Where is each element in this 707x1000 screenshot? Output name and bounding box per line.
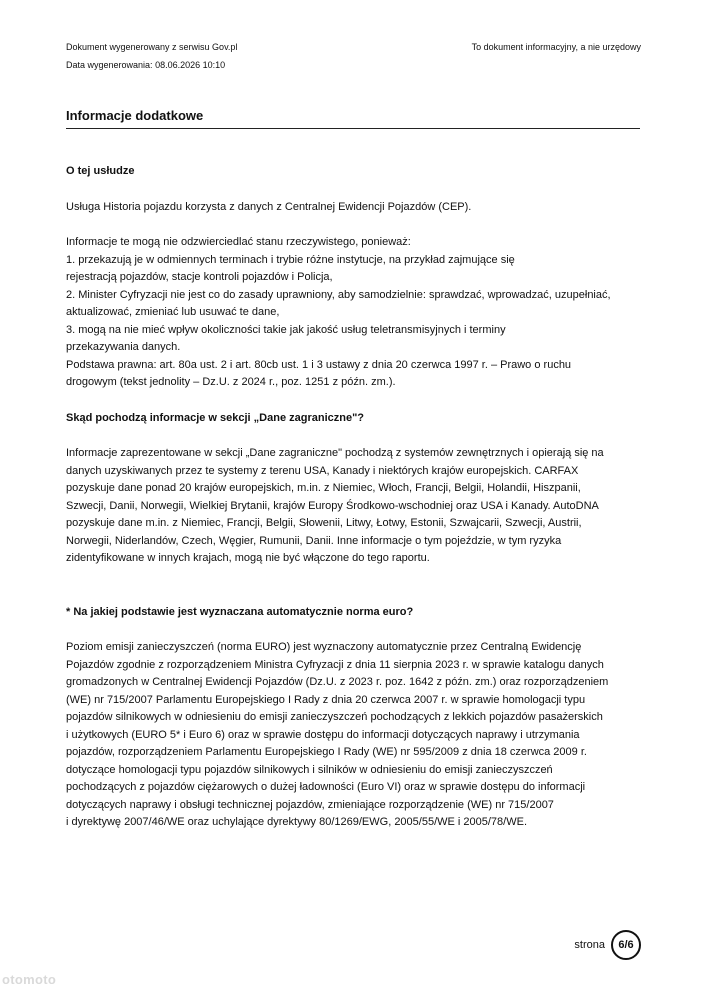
euro-line: gromadzonych w Centralnej Ewidencji Pojazdów (Dz.U. z 2023 r. poz. 1642 z późn. zm.) oraz rozporządzeniem	[66, 676, 609, 688]
page-label: strona	[574, 939, 605, 951]
foreign-line: Szwecji, Danii, Norwegii, Wielkiej Brytanii, krajów Europy Środkowo-wschodniej oraz USA i Kanady. AutoDNA	[66, 499, 599, 512]
header-left	[66, 38, 237, 74]
euro-line: dotyczących naprawy i obsługi technicznej pojazdów, zmieniające rozporządzenie (WE) nr 715/2007	[66, 798, 554, 811]
euro-line: pojazdów silnikowych w odniesieniu do emisji zanieczyszczeń pochodzących z lekkich pojazdów pasażerskich	[66, 711, 603, 723]
generated-date-value: 08.06.2026 10:10	[155, 60, 226, 70]
about-line: przekazywania danych.	[66, 341, 181, 353]
about-line: 2. Minister Cyfryzacji nie jest co do zasady uprawniony, aby samodzielnie: sprawdzać, wprowadzać, uzupełniać,	[66, 288, 611, 301]
euro-norm-paragraph	[66, 639, 646, 832]
about-line: 1. przekazują je w odmiennych terminach i trybie różne instytucje, na przykład zajmujące się	[66, 253, 515, 266]
about-line: aktualizować, zmieniać lub usuwać te dane,	[66, 306, 280, 318]
about-line: drogowym (tekst jednolity – Dz.U. z 2024 r., poz. 1251 z późn. zm.).	[66, 376, 396, 388]
euro-line: Pojazdów zgodnie z rozporządzeniem Ministra Cyfryzacji z dnia 11 sierpnia 2023 r. w sprawie katalogu danych	[66, 658, 604, 671]
page-footer	[574, 930, 641, 960]
about-line: 3. mogą na nie mieć wpływ okoliczności takie jak jakość usług teletransmisyjnych i terminy	[66, 323, 506, 336]
about-line: Informacje te mogą nie odzwierciedlać stanu rzeczywistego, ponieważ:	[66, 236, 411, 248]
about-line: Podstawa prawna: art. 80a ust. 2 i art. 80cb ust. 1 i 3 ustawy z dnia 20 czerwca 1997 r. – Prawo o ruchu	[66, 358, 572, 371]
about-intro: Usługa Historia pojazdu korzysta z danych z Centralnej Ewidencji Pojazdów (CEP).	[66, 200, 472, 213]
page-number-badge	[611, 930, 641, 960]
document-content	[66, 163, 646, 832]
foreign-line: Norwegii, Niderlandów, Czech, Węgier, Rumunii, Danii. Inne informacje o tym pojeździe, w tym ryzyka	[66, 534, 562, 547]
euro-line: dotyczące homologacji typu pojazdów silnikowych i silników w odniesieniu do emisji zanieczyszczeń	[66, 763, 553, 776]
euro-line: pochodzących z pojazdów ciężarowych o dużej ładowności (Euro VI) oraz w sprawie dostępu do informacji	[66, 781, 586, 793]
foreign-line: Informacje zaprezentowane w sekcji „Dane zagraniczne" pochodzą z systemów zewnętrznych i opierają się na	[66, 447, 604, 459]
foreign-line: pozyskuje dane m.in. z Niemiec, Francji, Belgii, Słowenii, Litwy, Łotwy, Estonii, Szwajcarii, Szwecji, Austrii,	[66, 517, 582, 529]
about-line: rejestracją pojazdów, stacje kontroli pojazdów i Policja,	[66, 271, 333, 283]
about-details	[66, 234, 646, 392]
euro-norm-heading: * Na jakiej podstawie jest wyznaczana automatycznie norma euro?	[66, 605, 414, 618]
euro-line: i użytkowych (EURO 5* i Euro 6) oraz w sprawie dostępu do informacji dotyczących naprawy i utrzymania	[66, 728, 580, 741]
euro-line: pojazdów, rozporządzeniem Parlamentu Europejskiego I Rady (WE) nr 595/2009 z dnia 18 czerwca 2009 r.	[66, 746, 587, 758]
euro-line: i dyrektywę 2007/46/WE oraz uchylające dyrektywy 80/1269/EWG, 2005/55/WE i 2005/78/WE.	[66, 816, 528, 828]
foreign-data-paragraph	[66, 445, 646, 568]
generated-date-label: Data wygenerowania:	[66, 60, 153, 70]
generated-source: Dokument wygenerowany z serwisu Gov.pl	[66, 42, 238, 52]
about-heading: O tej usłudze	[66, 165, 135, 177]
document-disclaimer: To dokument informacyjny, a nie urzędowy	[471, 42, 641, 52]
watermark-logo: otomoto	[2, 972, 57, 987]
euro-line: Poziom emisji zanieczyszczeń (norma EURO) jest wyznaczony automatycznie przez Centralną Ewidencję	[66, 641, 582, 653]
euro-line: (WE) nr 715/2007 Parlamentu Europejskiego I Rady z dnia 20 czerwca 2007 r. w sprawie homologacji typu	[66, 693, 586, 706]
foreign-line: zidentyfikowane w innych krajach, mogą nie być włączone do tego raportu.	[66, 552, 430, 564]
foreign-line: pozyskuje dane ponad 20 krajów europejskich, m.in. z Niemiec, Włoch, Francji, Belgii, Holandii, Hiszpanii,	[66, 482, 581, 494]
foreign-line: danych uzyskiwanych przez te systemy z terenu USA, Kanady i niektórych krajów europejskich. CARFAX	[66, 464, 579, 477]
page-number: 6/6	[618, 939, 634, 951]
section-title: Informacje dodatkowe	[66, 108, 640, 129]
generated-date	[66, 56, 237, 74]
foreign-data-heading: Skąd pochodzą informacje w sekcji „Dane zagraniczne"?	[66, 411, 365, 424]
